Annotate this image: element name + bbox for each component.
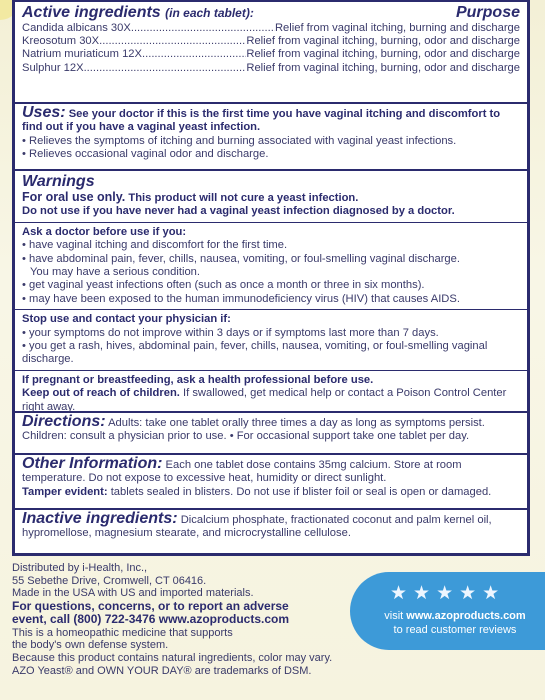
reviews-promo-badge: ★★★★★ visit www.azoproducts.com to read customer reviews [350,572,545,650]
oral-use-only: For oral use only. [22,190,126,204]
drug-facts-panel [12,0,530,556]
purpose-label: Purpose [455,4,520,21]
inactive-ingredients-section: Inactive ingredients: Dicalcium phosphate, fractionated coconut and palm kernel oil, hypromellose, magnesium stearate, and microcrystalline cellulose. [22,510,492,540]
directions-title: Directions: [22,413,106,430]
warnings-section: Warnings For oral use only. This product will not cure a yeast infection. Do not use if you have never had a vaginal yeast infection diagnosed by a doctor. Ask a doctor before use if you: • have vaginal itching and discomfort for the first time. • have abdominal pain, fever, chills, nausea, vomiting, or foul-smelling vaginal discharge. You may have a serious condition. • get vaginal yeast infections often (such as once a month or three in six months). • may have been exposed to the human immunodeficiency virus (HIV) that causes AIDS. Stop use and contact your physician if: • your symptoms do not improve within 3 days or if symptoms last more than 7 days. • you get a rash, hives, abdominal pain, fever, chills, nausea, vomiting, or foul-smelling vaginal discharge. If pregnant or breastfeeding, ask a health professional before use. Keep out of reach of children. If swallowed, get medical help or contact a Poison Control Center right away. [15,171,527,413]
distributor-info: Distributed by i-Health, Inc., 55 Sebethe Drive, Cromwell, CT 06416. Made in the USA with US and imported materials. For questions, concerns, or to report an adverse event, call (800) 722-3476 www.azoproducts.com This is a homeopathic medicine that supports the body's own defense system. Because this product contains natural ingredients, color may vary. AZO Yeast® and OWN YOUR DAY® are trademarks of DSM. [12,562,352,677]
questions-line: For questions, concerns, or to report an adverse [12,598,289,613]
ingredient-row: Candida albicans 30X ..... Relief from vaginal itching, burning and discharge [22,22,520,35]
uses-bullet: • Relieves the symptoms of itching and burning associated with vaginal yeast infections. [22,134,457,147]
ingredient-row: Natrium muriaticum 12X ..... Relief from vaginal itching, burning, odor and discharge [22,48,520,61]
warnings-title: Warnings [22,173,95,190]
other-information-title: Other Information: [22,455,163,472]
other-information-section: Other Information: Each one tablet dose contains 35mg calcium. Store at room temperature. Do not expose to excessive heat, humidity or direct sunlight. Tamper evident: tablets sealed in blisters. Do not use if blister foil or seal is open or damaged. [15,455,527,510]
do-not-use: Do not use if you have never had a vaginal yeast infection diagnosed by a doctor. [22,205,455,218]
pregnancy-warning: If pregnant or breastfeeding, ask a health professional before use. [22,373,374,386]
keep-out-of-reach: Keep out of reach of children. [22,387,180,400]
ingredient-row: Sulphur 12X ..... Relief from vaginal itching, burning, odor and discharge [22,62,520,75]
phone-line: event, call (800) 722-3476 www.azoproducts.com [12,612,289,627]
uses-section [15,104,527,171]
stop-use-title: Stop use and contact your physician if: [22,313,231,326]
tamper-evident: Tamper evident: [22,485,108,498]
uses-title: Uses: [22,104,66,121]
active-ingredients-subtitle: (in each tablet): [165,6,254,20]
uses-bullet: • Relieves occasional vaginal odor and discharge. [22,148,269,161]
rating-stars-icon: ★★★★★ [390,583,506,604]
active-ingredients-section [15,2,527,104]
directions-section: Directions: Adults: take one tablet orally three times a day as long as symptoms persist. Children: consult a physician prior to use. • For occasional support take one tablet per day. [15,413,527,455]
active-ingredients-title: Active ingredients [22,4,161,21]
ask-doctor-title: Ask a doctor before use if you: [22,225,187,238]
azo-website-link: www.azoproducts.com [406,610,526,622]
ingredient-row: Kreosotum 30X ..... Relief from vaginal itching, burning, odor and discharge [22,35,520,48]
uses-lead: See your doctor if this is the first time you have vaginal itching and discomfort to find out if you have a vaginal yeast infection. [22,108,501,134]
inactive-ingredients-title: Inactive ingredients: [22,510,178,527]
